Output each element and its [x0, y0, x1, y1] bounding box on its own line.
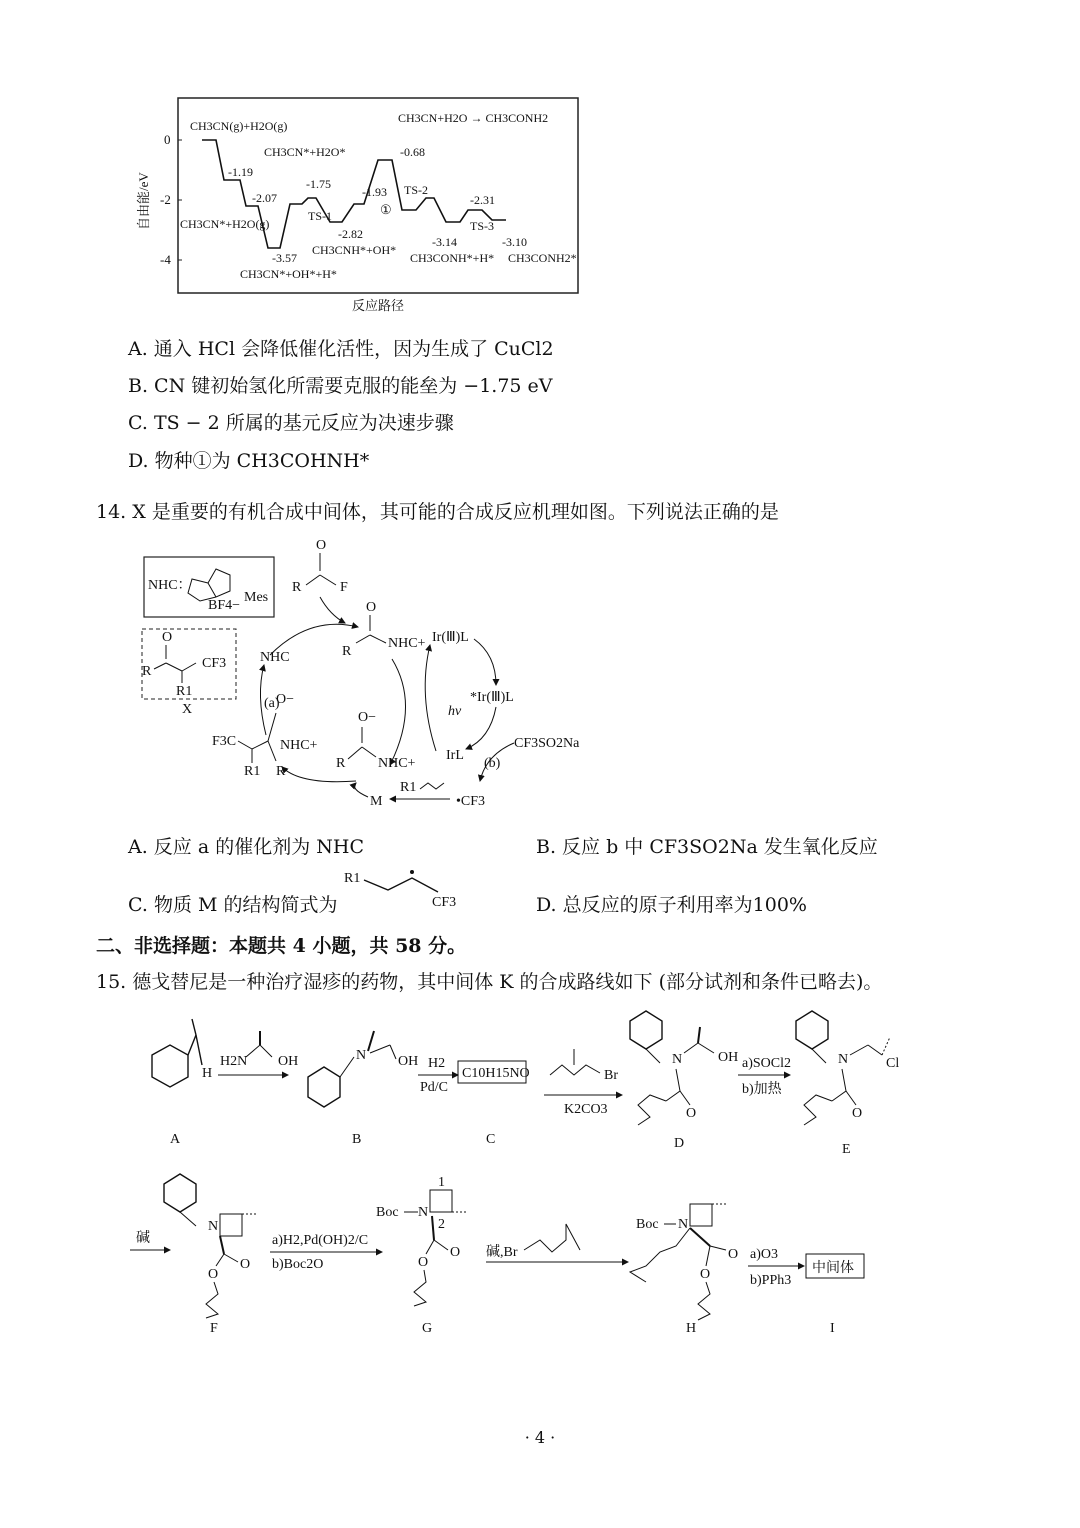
- r3-base-label: K2CO3: [564, 1102, 608, 1117]
- compound-d-label: D: [674, 1136, 685, 1151]
- r1-amine-label: H2N: [220, 1054, 248, 1069]
- g-num1-label: 1: [438, 1175, 445, 1190]
- q14-option-b: B. 反应 b 中 CF3SO2Na 发生氧化反应: [536, 836, 878, 858]
- q14-option-c: C. 物质 M 的结构简式为: [128, 894, 338, 916]
- synthesis-route-row-1: [120, 1005, 920, 1165]
- g-num2-label: 2: [438, 1217, 445, 1232]
- ir3-star-label: *Ir(Ⅲ)L: [470, 690, 514, 705]
- h-n-label: N: [678, 1217, 689, 1232]
- b-oh-label: OH: [398, 1054, 419, 1069]
- e-n-label: N: [838, 1052, 849, 1067]
- x-r1-label: R1: [176, 684, 193, 699]
- compound-e-label: E: [842, 1142, 851, 1157]
- species-ads1: CH3CN*+H2O*: [264, 145, 346, 159]
- species-s4: CH3CNH*+OH*: [312, 243, 397, 257]
- nhc-label: NHC: [260, 650, 290, 665]
- x-o-label: O: [162, 630, 173, 645]
- rad-o-label: O−: [358, 710, 377, 725]
- h-o1-label: O: [728, 1247, 739, 1262]
- y-axis-label: 自由能/eV: [136, 172, 151, 230]
- h-o2-label: O: [700, 1267, 711, 1282]
- rad-nhc-label: NHC+: [378, 756, 416, 771]
- q14-option-d: D. 总反应的原子利用率为100%: [536, 894, 807, 916]
- g-n-label: N: [418, 1205, 429, 1220]
- q14-option-a: A. 反应 a 的催化剂为 NHC: [128, 836, 364, 858]
- compound-b-label: B: [352, 1132, 362, 1147]
- c-formula-label: C10H15NO: [462, 1066, 530, 1081]
- e-o-label: O: [852, 1106, 863, 1121]
- ts1-label: TS-1: [308, 209, 332, 223]
- compound-i-label: I: [830, 1321, 835, 1336]
- compound-f-label: F: [210, 1321, 218, 1336]
- b-n-label: N: [356, 1048, 367, 1063]
- x-label: X: [182, 702, 193, 717]
- e-cl-label: Cl: [886, 1056, 900, 1071]
- r6a-label: a)H2,Pd(OH)2/C: [272, 1233, 369, 1248]
- bf4-label: BF4−: [208, 598, 241, 613]
- energy-9: -2.31: [470, 193, 495, 207]
- cf3so2na-label: CF3SO2Na: [514, 736, 580, 751]
- q13-option-c: C. TS − 2 所属的基元反应为决速步骤: [128, 412, 454, 434]
- mes-label: Mes: [244, 590, 269, 605]
- compound-g-label: G: [422, 1321, 433, 1336]
- energy-7: -0.68: [400, 145, 425, 159]
- tet-f3c-label: F3C: [212, 734, 237, 749]
- r8a-label: a)O3: [750, 1247, 778, 1262]
- f-o2-label: O: [208, 1267, 219, 1282]
- energy-10: -3.10: [502, 235, 527, 249]
- intermediate-box-label: 中间体: [812, 1261, 854, 1276]
- r4b-label: b)加热: [742, 1082, 782, 1097]
- x-r-label: R: [142, 664, 152, 679]
- f-n-label: N: [208, 1219, 219, 1234]
- r1-oh-label: OH: [278, 1054, 299, 1069]
- g-o1-label: O: [450, 1245, 461, 1260]
- r3-br-label: Br: [604, 1068, 618, 1083]
- r5-base-label: 碱: [136, 1231, 150, 1246]
- synthesis-route-row-2: [120, 1170, 920, 1340]
- species-start: CH3CN(g)+H2O(g): [190, 119, 288, 133]
- top-r-label: R: [292, 580, 302, 595]
- r7-label: 碱,Br: [486, 1245, 518, 1260]
- energy-4: -1.75: [306, 177, 331, 191]
- q15-stem: 15. 德戈替尼是一种治疗湿疹的药物，其中间体 K 的合成路线如下 (部分试剂和条件已略去)。: [96, 971, 883, 993]
- r8b-label: b)PPh3: [750, 1273, 792, 1288]
- h-boc-label: Boc: [636, 1217, 659, 1232]
- ts3-label: TS-3: [470, 219, 494, 233]
- r6b-label: b)Boc2O: [272, 1257, 324, 1272]
- q14-stem: 14. X 是重要的有机合成中间体，其可能的合成反应机理如图。下列说法正确的是: [96, 501, 779, 523]
- g-boc-label: Boc: [376, 1205, 399, 1220]
- tet-nhc-label: NHC+: [280, 738, 318, 753]
- d-o-label: O: [686, 1106, 697, 1121]
- energy-6: -1.93: [362, 185, 387, 199]
- free-energy-diagram: [130, 90, 590, 320]
- energy-1: -1.19: [228, 165, 253, 179]
- r2-pdc-label: Pd/C: [420, 1080, 449, 1095]
- r4a-label: a)SOCl2: [742, 1056, 791, 1071]
- page-number: · 4 ·: [524, 1428, 556, 1447]
- g-o2-label: O: [418, 1255, 429, 1270]
- compound-c-label: C: [486, 1132, 496, 1147]
- reaction-a-label: (a): [264, 696, 280, 711]
- acyl-nhc-label: NHC+: [388, 636, 426, 651]
- q13-option-d: D. 物种①为 CH3COHNH*: [128, 450, 370, 472]
- nhc-box-label: NHC：: [148, 578, 192, 593]
- top-o-label: O: [316, 538, 327, 553]
- y-tick-2: -2: [160, 192, 171, 207]
- cf3-radical-label: •CF3: [456, 794, 486, 809]
- species-s3: CH3CN*+OH*+H*: [240, 267, 337, 281]
- tet-r1-label: R1: [244, 764, 261, 779]
- species-s7: CH3CONH2*: [508, 251, 577, 265]
- acyl-o-label: O: [366, 600, 377, 615]
- acyl-r-label: R: [342, 644, 352, 659]
- d-oh-label: OH: [718, 1050, 739, 1065]
- ts2-label: TS-2: [404, 183, 428, 197]
- irl-label: IrL: [446, 748, 464, 763]
- x-axis-label: 反应路径: [352, 298, 405, 313]
- reaction-b-label: (b): [484, 756, 501, 771]
- y-tick-0: 0: [164, 132, 171, 147]
- ir3-label: Ir(Ⅲ)L: [432, 630, 469, 645]
- r2-h2-label: H2: [428, 1056, 446, 1071]
- f-o1-label: O: [240, 1257, 251, 1272]
- reaction-title: CH3CN+H2O → CH3CONH2: [398, 111, 549, 125]
- compound-h-label: H: [686, 1321, 697, 1336]
- hv-label: hν: [448, 704, 462, 719]
- alkene-r1-label: R1: [400, 780, 417, 795]
- m-label: M: [370, 794, 383, 809]
- m-cf3-label: CF3: [432, 895, 457, 910]
- x-cf3-label: CF3: [202, 656, 227, 671]
- energy-2: -2.07: [252, 191, 277, 205]
- structure-m-drawing: [340, 864, 470, 914]
- q13-option-b: B. CN 键初始氢化所需要克服的能垒为 −1.75 eV: [128, 375, 553, 397]
- section-2-heading: 二、非选择题：本题共 4 小题，共 58 分。: [96, 935, 467, 957]
- rad-r-label: R: [336, 756, 346, 771]
- q13-option-a: A. 通入 HCl 会降低催化活性，因为生成了 CuCl2: [128, 338, 554, 360]
- a-h-label: H: [202, 1066, 213, 1081]
- m-r1-label: R1: [344, 871, 361, 886]
- species-ads2: CH3CN*+H2O(g): [180, 217, 270, 231]
- species-s6: CH3CONH*+H*: [410, 251, 495, 265]
- d-n-label: N: [672, 1052, 683, 1067]
- energy-8: -3.14: [432, 235, 457, 249]
- energy-3: -3.57: [272, 251, 297, 265]
- top-f-label: F: [340, 580, 348, 595]
- catalytic-cycle-diagram: [130, 535, 600, 820]
- compound-a-label: A: [170, 1132, 181, 1147]
- tet-o-label: O−: [276, 692, 295, 707]
- y-tick-4: -4: [160, 252, 171, 267]
- tet-r-label: R: [276, 764, 286, 779]
- energy-5: -2.82: [338, 227, 363, 241]
- species-mark: ①: [380, 202, 392, 217]
